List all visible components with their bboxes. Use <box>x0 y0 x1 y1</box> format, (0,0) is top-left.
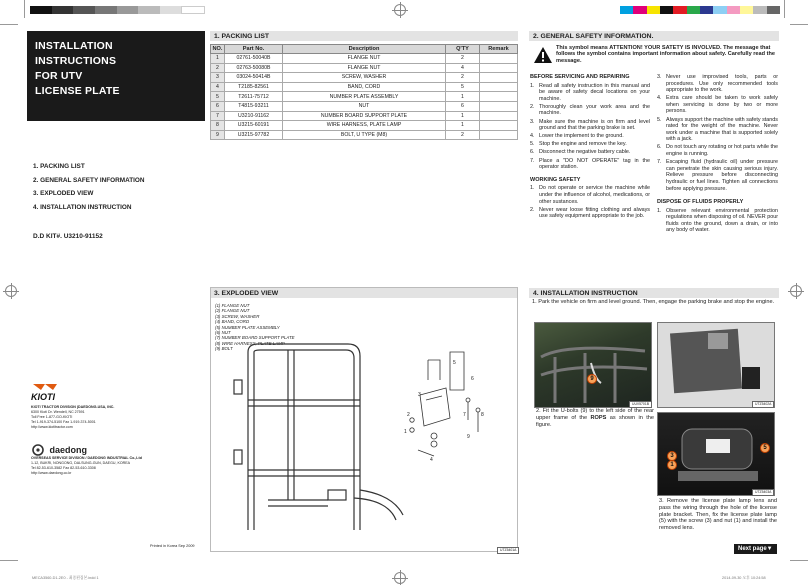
list-item <box>530 141 650 148</box>
table-row <box>211 73 518 83</box>
table-cell: 1 <box>446 111 480 121</box>
table-row <box>211 54 518 64</box>
before-servicing-heading: BEFORE SERVICING AND REPAIRING <box>530 74 630 80</box>
table-row <box>211 130 518 140</box>
list-number: 5. <box>530 141 535 148</box>
daedong-address-line: OVERSEAS SERVICE DIVISION / DAEDONG INDUSTRIAL Co.,Ltd <box>31 456 142 460</box>
kioti-address-line: http://www.kiotitractor.com <box>31 425 73 429</box>
photo-callout: 5 <box>760 443 770 453</box>
list-text: Always support the machine with safety stands rated for the weight of the machine. Never work under a machine that is supported solely with a jack. <box>666 116 778 143</box>
table-header-row <box>211 45 518 54</box>
registration-mark-right <box>790 285 802 297</box>
column-header: Q'TY <box>446 45 480 54</box>
list-number: 7. <box>530 157 535 164</box>
table-cell <box>480 73 518 83</box>
table-cell: 03024-50414B <box>225 73 283 83</box>
legend-item: (4) BAND, CORD <box>215 319 250 325</box>
daedong-address-line: Tel 82-53-610-3582 Fax 82-53-610-3308 <box>31 466 96 470</box>
column-header: Part No. <box>225 45 283 54</box>
table-row <box>211 121 518 131</box>
list-item <box>530 185 650 205</box>
table-cell: T2185-82561 <box>225 82 283 92</box>
daedong-logo-text: daedong <box>49 444 87 455</box>
title-panel <box>27 31 205 121</box>
kioti-address-line: Toll Free 1-877-GO-KIOTI <box>31 415 73 419</box>
crop-mark <box>0 24 18 25</box>
install-step-3: 3. Remove the license plate lamp lens and pass the wiring through the hole of the license plate bracket. Then, fix the license plate lamp (5) with the screw (3) and nut (1) and install the removed lens. <box>659 498 777 532</box>
list-text: Extra care should be taken to work safely when servicing is done by two or more persons. <box>666 95 778 115</box>
packing-table <box>210 44 518 140</box>
table-cell: 3 <box>211 73 225 83</box>
kioti-address-line: Tel 1-919-374-5100 Fax 1-919-374-5001 <box>31 420 96 424</box>
table-cell: 4 <box>446 63 480 73</box>
table-cell: 02763-50080B <box>225 63 283 73</box>
next-page-button[interactable]: Next page▼ <box>734 544 777 554</box>
crop-mark <box>0 560 18 561</box>
table-cell: NUMBER BOARD SUPPORT PLATE <box>283 111 446 121</box>
list-number: 4. <box>530 133 535 140</box>
table-of-contents <box>33 160 145 214</box>
list-number: 6. <box>530 149 535 156</box>
table-cell <box>480 101 518 111</box>
kioti-address-line: 6300 Kioti Dr. Wendell, NC 27591 <box>31 410 85 414</box>
table-cell: 6 <box>446 101 480 111</box>
list-text: Read all safety instruction in this manual and be aware of safety decal locations on your machine. <box>539 82 650 102</box>
rops-term: ROPS <box>590 414 607 421</box>
table-cell: 6 <box>211 101 225 111</box>
table-cell: 02761-50040B <box>225 54 283 64</box>
install-step-2 <box>536 408 654 428</box>
table-cell: 9 <box>211 130 225 140</box>
list-number: 2. <box>530 206 535 213</box>
list-item <box>530 207 650 220</box>
exploded-view-heading: 3. EXPLODED VIEW <box>210 288 518 298</box>
figure-tag: UTZ5401A <box>497 547 519 554</box>
legend-item: (9) BOLT <box>215 346 233 352</box>
list-text: Do not touch any rotating or hot parts while the engine is running. <box>666 144 778 158</box>
list-item <box>657 144 778 157</box>
list-item <box>530 133 650 140</box>
legend-item: (1) FLANGE NUT <box>215 303 250 308</box>
table-cell <box>480 121 518 131</box>
toc-item[interactable]: 4. INSTALLATION INSTRUCTION <box>33 203 132 211</box>
legend-item: (8) WIRE HARNESS, PLATE LAMP <box>215 340 285 346</box>
table-cell <box>480 63 518 73</box>
table-cell: SCREW, WASHER <box>283 73 446 83</box>
table-cell: 7 <box>211 111 225 121</box>
table-row <box>211 92 518 102</box>
table-cell: U3215-97782 <box>225 130 283 140</box>
table-cell: 1 <box>211 54 225 64</box>
dispose-fluids-heading: DISPOSE OF FLUIDS PROPERLY <box>657 199 744 206</box>
list-item <box>657 95 778 115</box>
legend-item: (7) NUMBER BOARD SUPPORT PLATE <box>215 335 295 341</box>
list-number: 1. <box>530 82 535 89</box>
table-cell: T4815-93211 <box>225 101 283 111</box>
safety-left-column <box>530 74 650 221</box>
table-cell: NUT <box>283 101 446 111</box>
table-cell <box>480 130 518 140</box>
list-text: Make sure the machine is on firm and level ground and that the parking brake is set. <box>539 118 650 132</box>
list-item <box>530 158 650 171</box>
table-cell: 1 <box>446 92 480 102</box>
list-text: Never use improvised tools, parts or procedures. Use only recommended tools appropriate to the work. <box>666 74 778 94</box>
table-cell: 4 <box>211 82 225 92</box>
registration-mark-left <box>5 285 17 297</box>
list-item <box>657 117 778 143</box>
warning-icon <box>533 46 553 64</box>
column-header: Description <box>283 45 446 54</box>
list-number: 1. <box>657 207 662 214</box>
table-row <box>211 101 518 111</box>
table-cell: 2 <box>211 63 225 73</box>
table-cell: 2 <box>446 54 480 64</box>
table-row <box>211 111 518 121</box>
warning-message: This symbol means ATTENTION! YOUR SATETY IS INVOLVED. The message that follows the symbol contains important information about safety. Carefully read the message. <box>556 45 776 64</box>
color-bar <box>620 6 780 14</box>
list-item <box>530 149 650 156</box>
list-number: 3. <box>657 74 662 80</box>
part-callout: 4 <box>430 457 433 463</box>
table-row <box>211 63 518 73</box>
photo-callout: 9 <box>587 374 597 384</box>
photo-tag: UTZ5402A <box>752 401 774 408</box>
safety-heading: 2. GENERAL SAFETY INFORMATION. <box>529 31 779 41</box>
title-line: INSTRUCTIONS <box>35 55 117 67</box>
title-line: INSTALLATION <box>35 40 113 52</box>
table-cell: 5 <box>446 82 480 92</box>
table-cell: U3210-91162 <box>225 111 283 121</box>
table-cell: BAND, CORD <box>283 82 446 92</box>
working-safety-heading: WORKING SAFETY <box>530 176 581 183</box>
part-callout: 6 <box>471 376 474 382</box>
list-number: 4. <box>657 95 662 102</box>
title-line: LICENSE PLATE <box>35 85 120 97</box>
list-text: Observe relevant environmental protection regulations when disposing of oil. NEVER pour fluids onto the ground, down a drain, or into any body of water. <box>666 207 778 234</box>
table-cell <box>480 111 518 121</box>
install-step-1: 1. Park the vehicle on firm and level ground. Then, engage the parking brake and stop the engine. <box>532 299 775 305</box>
table-cell: FLANGE NUT <box>283 63 446 73</box>
kioti-logo-text: KIOTI <box>31 392 55 402</box>
list-item <box>657 74 778 94</box>
footer-date: 2014-09-30 오후 10:24:58 <box>722 576 766 580</box>
list-text: Thoroughly clean your work area and the machine. <box>539 103 650 117</box>
daedong-address-line: http://www.daedong.co.kr <box>31 471 72 475</box>
kit-number: D.D KIT#. U3210-91152 <box>33 233 103 240</box>
crop-mark <box>24 0 25 18</box>
legend-item: (5) NUMBER PLATE ASSEMBLY <box>215 324 280 330</box>
table-cell: T2611-75712 <box>225 92 283 102</box>
list-item <box>657 159 778 192</box>
table-cell <box>480 54 518 64</box>
list-text: Place a "DO NOT OPERATE" tag in the operator station. <box>539 157 650 171</box>
list-item <box>530 83 650 103</box>
part-callout: 2 <box>407 412 410 418</box>
packing-list-heading: 1. PACKING LIST <box>210 31 518 41</box>
table-cell: 5 <box>211 92 225 102</box>
legend-item: (2) FLANGE NUT <box>215 308 250 314</box>
list-number: 2. <box>530 103 535 110</box>
photo-rops-ubolt <box>534 322 652 408</box>
list-number: 1. <box>530 185 535 192</box>
install-step-2-text: 2. Fit the U-bolts (9) to the left side of the rear upper frame of the <box>536 408 654 421</box>
part-callout: 7 <box>463 412 466 418</box>
list-text: Do not operate or service the machine while under the influence of alcohol, medications, or other sustances. <box>539 185 650 205</box>
title-line: FOR UTV <box>35 70 83 82</box>
table-cell <box>480 92 518 102</box>
toc-item[interactable]: 2. GENERAL SAFETY INFORMATION <box>33 176 145 184</box>
safety-right-column <box>657 74 778 236</box>
registration-mark-top <box>394 4 406 16</box>
list-text: Lower the implement to the ground. <box>539 133 624 140</box>
list-number: 6. <box>657 144 662 151</box>
list-item <box>530 119 650 132</box>
column-header: Remark <box>480 45 518 54</box>
grayscale-bar <box>30 6 205 14</box>
list-number: 3. <box>530 118 535 125</box>
list-text: Never wear loose fitting clothing and always use safety equipment appropriate to the job. <box>539 206 650 220</box>
part-callout: 9 <box>467 434 470 440</box>
photo-callout: 3 <box>667 451 677 461</box>
table-cell: 2 <box>446 73 480 83</box>
legend-item: (6) NUT <box>215 330 231 336</box>
list-number: 7. <box>657 159 662 166</box>
table-cell: NUMBER PLATE ASSEMBLY <box>283 92 446 102</box>
install-step-2-end: as shown in the figure. <box>536 414 654 428</box>
installation-heading: 4. INSTALLATION INSTRUCTION <box>529 288 779 298</box>
part-callout: 8 <box>481 412 484 418</box>
table-row <box>211 82 518 92</box>
daedong-address <box>31 456 181 476</box>
daedong-address-line: 1-12, BUKRI, NONGONG, DALSUNG-GUN, DAEGU, KOREA <box>31 461 131 465</box>
table-cell: 1 <box>446 121 480 131</box>
part-callout: 5 <box>453 360 456 366</box>
table-cell: BOLT, U TYPE (M8) <box>283 130 446 140</box>
registration-mark-bottom <box>394 572 406 584</box>
photo-callout: 1 <box>667 460 677 470</box>
footer-file: MECA3560-D1-2E0 - 최종편집본.indd 1 <box>32 576 99 580</box>
table-cell: U3215-60191 <box>225 121 283 131</box>
legend-item: (3) SCREW, WASHER <box>215 313 260 319</box>
crop-mark <box>790 24 808 25</box>
table-cell: WIRE HARNESS, PLATE LAMP <box>283 121 446 131</box>
list-text: Stop the engine and remove the key. <box>539 141 627 148</box>
table-cell <box>480 82 518 92</box>
toc-item[interactable]: 1. PACKING LIST <box>33 163 85 170</box>
rops-frame-diagram <box>228 340 508 545</box>
toc-item[interactable]: 3. EXPLODED VIEW <box>33 190 94 197</box>
kioti-address <box>31 405 151 430</box>
list-item <box>657 208 778 234</box>
crop-mark <box>790 560 808 561</box>
table-cell: FLANGE NUT <box>283 54 446 64</box>
column-header: NO. <box>211 45 225 54</box>
crop-mark <box>784 0 785 18</box>
list-text: Escaping fluid (hydraulic oil) under pressure can penetrate the skin causing serious injury. Relieve pressure before disconnecting hydraulic or fuel lines. Tighten all connections before applying pressure. <box>666 159 778 192</box>
printed-note: Printed in Korea Sep 2009 <box>150 544 195 548</box>
part-callout: 1 <box>404 429 407 435</box>
list-item <box>530 104 650 117</box>
photo-tag: UTZ5403A <box>752 489 774 496</box>
table-cell: 2 <box>446 130 480 140</box>
list-text: Disconnect the negative battery cable. <box>539 149 631 156</box>
photo-tag: UUV5701B <box>629 401 652 408</box>
list-number: 5. <box>657 116 662 123</box>
table-cell: 8 <box>211 121 225 131</box>
photo-plate-bracket <box>657 322 775 408</box>
kioti-address-line: KIOTI TRACTOR DIVISION (DAEDONG-USA, INC. <box>31 405 115 409</box>
part-callout: 3 <box>418 392 421 398</box>
